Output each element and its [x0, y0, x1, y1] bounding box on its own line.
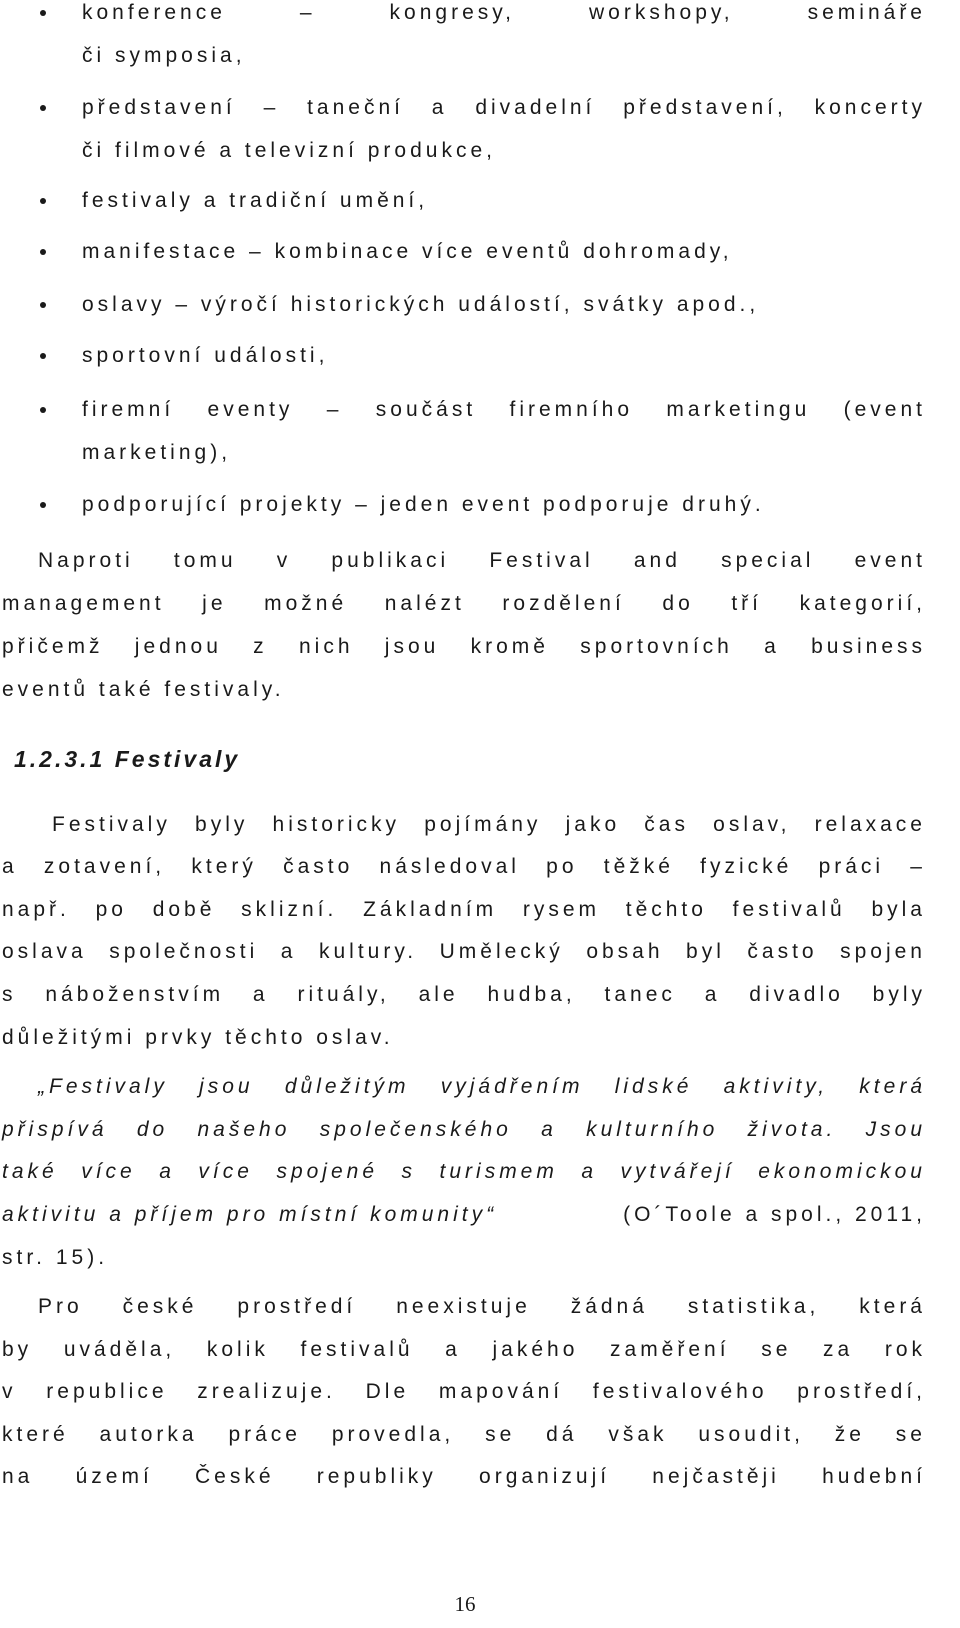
- paragraph-line: na území České republiky organizují nejčastěji hudební: [2, 1465, 926, 1488]
- quote-line: přispívá do našeho společenského a kulturního života. Jsou: [2, 1118, 926, 1141]
- paragraph-line: oslava společnosti a kultury. Umělecký obsah byl často spojen: [2, 940, 926, 963]
- section-heading: 1.2.3.1 Festivaly: [14, 746, 241, 772]
- paragraph-line: přičemž jednou z nich jsou kromě sportovních a business: [2, 635, 926, 658]
- bullet-icon: [40, 353, 46, 359]
- quote-line: také více a více spojené s turismem a vytvářejí ekonomickou: [2, 1160, 926, 1183]
- list-item-line: či symposia,: [82, 44, 246, 67]
- list-item-line: sportovní události,: [82, 344, 329, 367]
- list-item-line: manifestace – kombinace více eventů dohromady,: [82, 240, 733, 263]
- paragraph-line: management je možné nalézt rozdělení do tří kategorií,: [2, 592, 926, 615]
- paragraph-line: Festivaly byly historicky pojímány jako čas oslav, relaxace: [52, 813, 926, 836]
- paragraph-line: eventů také festivaly.: [2, 678, 285, 701]
- list-item-line: firemní eventy – součást firemního marketingu (event: [82, 398, 926, 421]
- paragraph-line: by uváděla, kolik festivalů a jakého zaměření se za rok: [2, 1338, 926, 1361]
- bullet-icon: [40, 198, 46, 204]
- paragraph-line: důležitými prvky těchto oslav.: [2, 1026, 394, 1049]
- list-item-line: představení – taneční a divadelní představení, koncerty: [82, 96, 926, 119]
- quote-text: aktivitu a příjem pro místní komunity“: [2, 1203, 498, 1226]
- list-item-line: oslavy – výročí historických událostí, svátky apod.,: [82, 293, 760, 316]
- bullet-icon: [40, 407, 46, 413]
- bullet-icon: [40, 302, 46, 308]
- paragraph-line: Naproti tomu v publikaci Festival and special event: [38, 549, 926, 572]
- list-item-line: festivaly a tradiční umění,: [82, 189, 429, 212]
- bullet-icon: [40, 502, 46, 508]
- bullet-icon: [40, 249, 46, 255]
- paragraph-line: např. po době sklizní. Základním rysem těchto festivalů byla: [2, 898, 926, 921]
- list-item-line: konference – kongresy, workshopy, semináře: [82, 1, 926, 24]
- list-item-line: podporující projekty – jeden event podporuje druhý.: [82, 493, 765, 516]
- citation-page: str. 15).: [2, 1246, 109, 1269]
- bullet-icon: [40, 105, 46, 111]
- quote-line: [2, 1202, 926, 1228]
- paragraph-line: Pro české prostředí neexistuje žádná statistika, která: [38, 1295, 926, 1318]
- list-item-line: či filmové a televizní produkce,: [82, 139, 496, 162]
- citation: (O´Toole a spol., 2011,: [613, 1203, 926, 1226]
- bullet-icon: [40, 10, 46, 16]
- list-item-line: marketing),: [82, 441, 232, 464]
- paragraph-line: v republice zrealizuje. Dle mapování festivalového prostředí,: [2, 1380, 926, 1403]
- paragraph-line: které autorka práce provedla, se dá však usoudit, že se: [2, 1423, 926, 1446]
- paragraph-line: a zotavení, který často následoval po těžké fyzické práci –: [2, 855, 926, 878]
- quote-line: „Festivaly jsou důležitým vyjádřením lidské aktivity, která: [38, 1075, 926, 1098]
- paragraph-line: s náboženstvím a rituály, ale hudba, tanec a divadlo byly: [2, 983, 926, 1006]
- page-number: 16: [454, 1592, 476, 1616]
